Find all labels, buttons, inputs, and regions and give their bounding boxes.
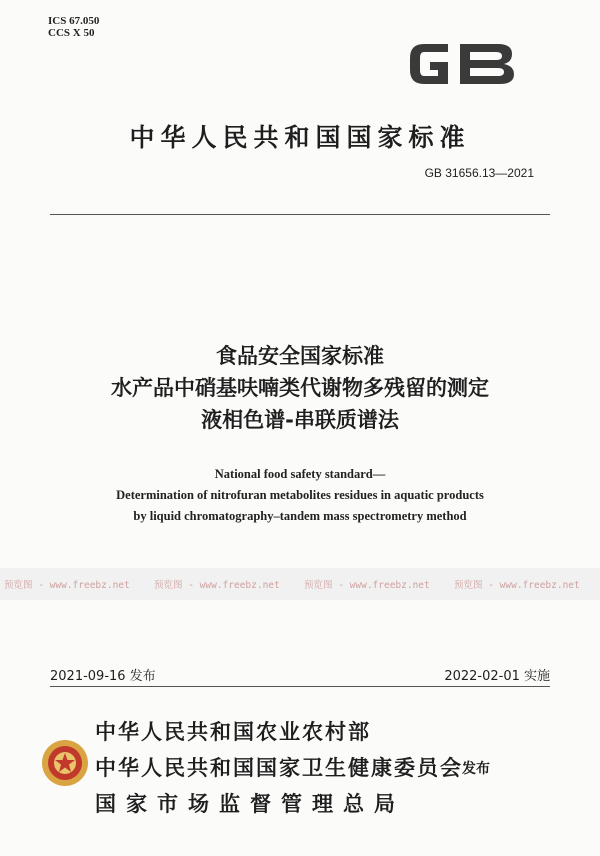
classification-codes — [48, 15, 99, 39]
ics-code: ICS 67.050 — [48, 15, 100, 27]
standard-number: GB 31656.13—2021 — [424, 166, 534, 180]
issue-label: 发布 — [462, 761, 490, 777]
issuer-2: 中华人民共和国国家卫生健康委员会 — [95, 755, 463, 780]
effective-date: 2022-02-01 实施 — [444, 669, 550, 684]
issuing-body-title: 中华人民共和国国家标准 — [129, 123, 471, 152]
watermark-text: 预览图 - www.freebz.net — [154, 580, 280, 591]
issuer-1: 中华人民共和国农业农村部 — [95, 719, 371, 744]
title-en-line-2: Determination of nitrofuran metabolites residues in aquatic products — [116, 488, 484, 502]
title-en-line-1: National food safety standard— — [214, 467, 386, 481]
national-emblem-icon — [40, 738, 90, 788]
ccs-code: CCS X 50 — [48, 27, 95, 39]
watermark-text: 预览图 - www.freebz.net — [4, 580, 130, 591]
title-cn-line-2: 水产品中硝基呋喃类代谢物多残留的测定 — [111, 376, 489, 400]
title-en-line-3: by liquid chromatography–tandem mass spectrometry method — [133, 509, 467, 523]
issuer-3: 国家市场监督管理总局 — [95, 791, 405, 816]
title-cn-line-3: 液相色谱-串联质谱法 — [201, 408, 399, 432]
header-divider — [50, 214, 550, 215]
watermark-text: 预览图 - www.freebz.net — [304, 580, 430, 591]
issue-date: 2021-09-16 发布 — [50, 669, 156, 684]
gb-logo — [402, 34, 522, 92]
watermark-text: 预览图 - www.freebz.net — [454, 580, 580, 591]
footer-divider — [50, 686, 550, 687]
title-cn-line-1: 食品安全国家标准 — [216, 344, 384, 368]
